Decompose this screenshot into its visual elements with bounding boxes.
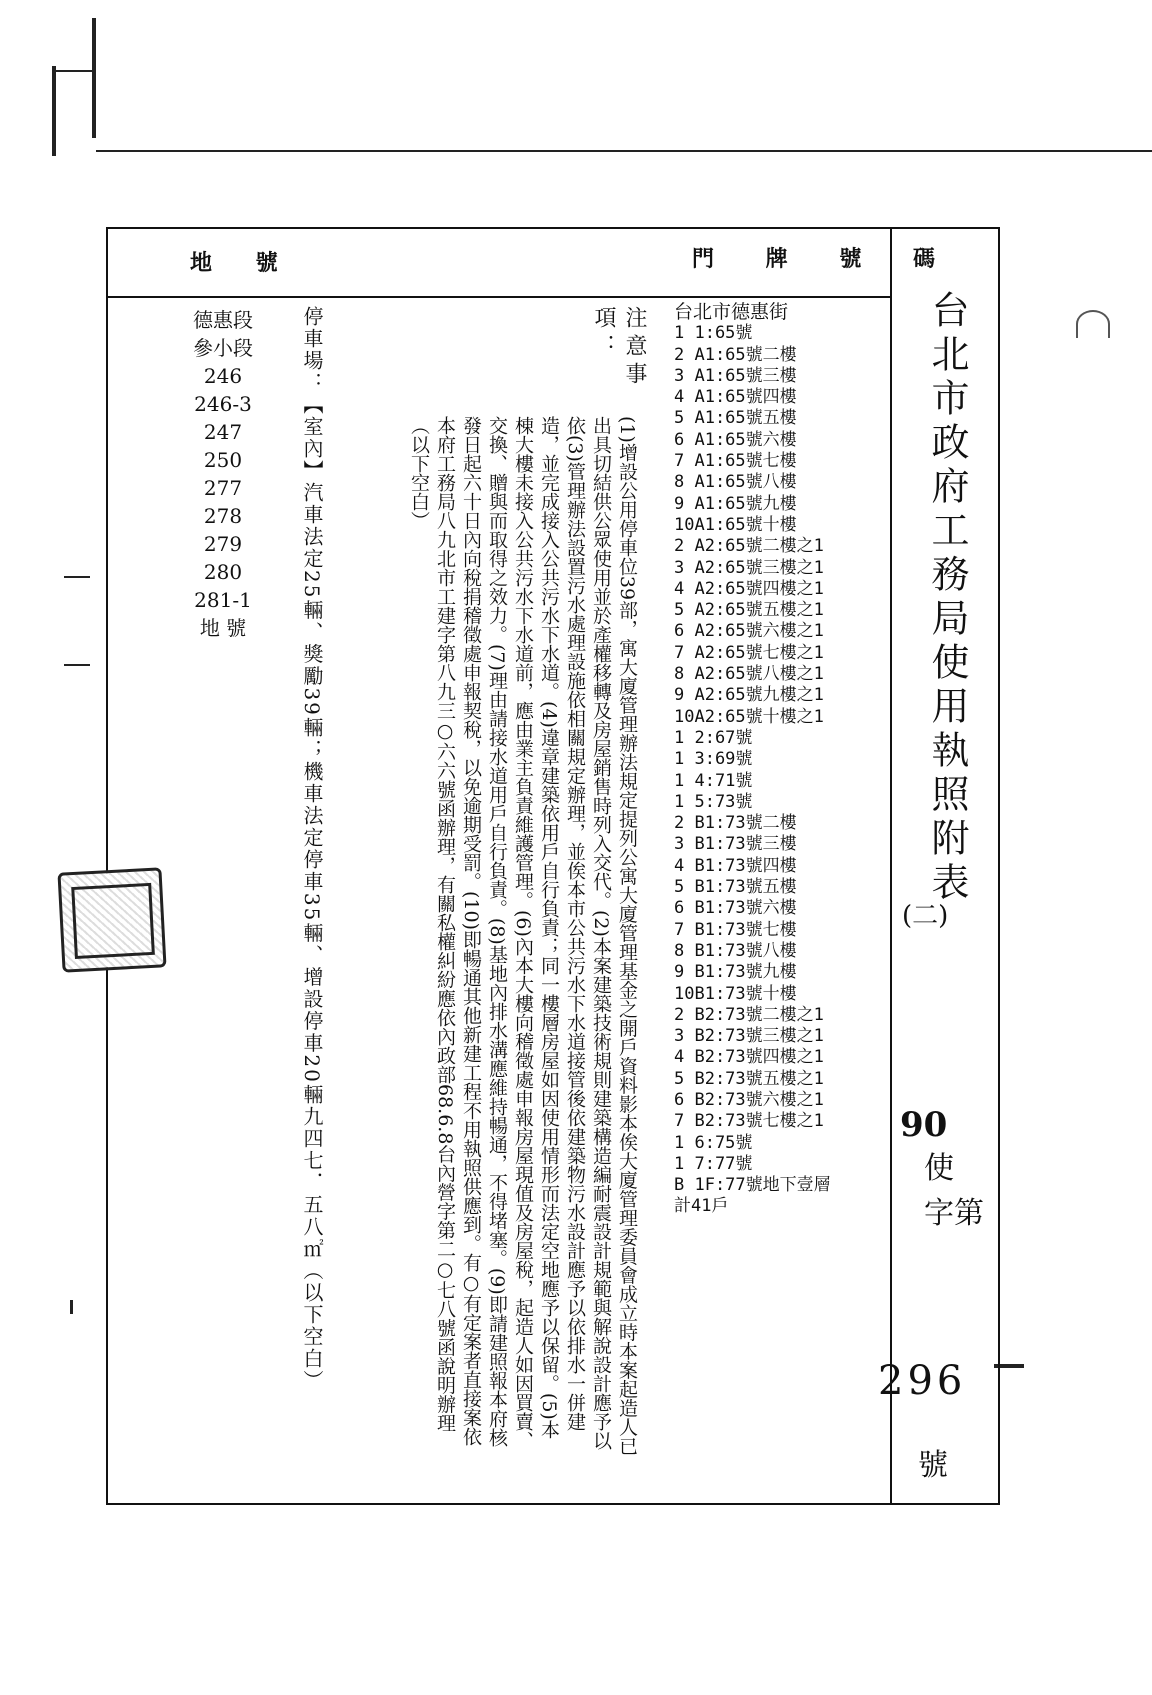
official-seal-inner	[71, 883, 155, 959]
official-seal-stamp	[57, 867, 166, 972]
door-item: 10A2:65號十樓之1	[674, 706, 824, 727]
door-item: 7 A2:65號七樓之1	[674, 642, 824, 663]
land-item: 277	[203, 476, 243, 500]
door-item: 4 B1:73號四樓	[674, 855, 797, 876]
scan-mark-left	[52, 66, 56, 156]
door-item: 1 7:77號	[674, 1153, 753, 1174]
door-item: 6 A2:65號六樓之1	[674, 621, 824, 642]
door-item: 3 A2:65號三樓之1	[674, 557, 824, 578]
door-item: 1 4:71號	[674, 770, 753, 791]
door-item: 2 A2:65號二樓之1	[674, 536, 824, 557]
door-item: 計41戶	[674, 1196, 729, 1217]
door-item: 1 6:75號	[674, 1132, 753, 1153]
scan-mark-bracket	[64, 576, 90, 578]
notes-body: (1)增設公用停車位39部，寓大廈管理辦法規定提列公寓大廈管理基金之開戶資料影本俟大廈管理委員會成立時本案起造人已出具切結供公眾使用並於產權移轉及房屋銷售時列入交代。(2)本案建築技術規則建築構造編耐震設計規範與解說設計應予以依(3)管理辦法設置污水處理設施依相關規定辦理，並俟本市公共污水下水道接管後依建築物污水設計應予以依排水一併建造，並完成接入公共污水下水道。(4)違章建築依用戶自行負責；同一樓層房屋如因使用情形而法定空地應予以保留。(5)本棟大樓未接入公共污水下水道前，應由業主負責維護管理。(6)內本大樓向稽徵處申報房屋現值及房屋稅，起造人如因買賣、交換、贈與而取得之效力。(7)理由請接水道用戶自行負責。(8)基地內排水溝應維持暢通，不得堵塞。(9)即請建照報本府核發日起六十日內向稅捐稽徵處申報契稅，以免逾期受罰。(10)即暢通其他新建工程不用執照供應到。有○有定案者直接案依本府工務局八九北市工建字第八九三○六六號函辦理，有關私權糾紛應依內政部68.6.8台內營字第二○七八號函說明辦理（以下空白）	[408, 416, 638, 1456]
land-item: 250	[203, 448, 243, 472]
door-item: 6 B2:73號六樓之1	[674, 1089, 824, 1110]
land-item: 281-1	[194, 588, 252, 612]
door-item: 3 B2:73號三樓之1	[674, 1026, 824, 1047]
door-item: 4 B2:73號四樓之1	[674, 1047, 824, 1068]
door-item: 5 A1:65號五樓	[674, 408, 797, 429]
door-item: 7 B1:73號七樓	[674, 919, 797, 940]
door-street: 台北市德惠街	[674, 301, 789, 323]
door-item: B 1F:77號地下壹層	[674, 1175, 831, 1196]
scan-mark-tick	[70, 1300, 73, 1314]
permit-number-suffix: 號	[918, 1448, 948, 1483]
notes-heading: 注意事項：	[591, 306, 647, 390]
door-item: 7 B2:73號七樓之1	[674, 1111, 824, 1132]
door-item: 5 A2:65號五樓之1	[674, 600, 824, 621]
door-item: 8 A1:65號八樓	[674, 472, 797, 493]
document-subtitle: (二)	[902, 901, 949, 931]
land-item: 246-3	[194, 392, 252, 416]
land-item: 地 號	[199, 616, 247, 640]
land-item: 278	[203, 504, 243, 528]
scan-mark-top	[54, 70, 94, 72]
door-item: 6 A1:65號六樓	[674, 429, 797, 450]
scan-mark-vert	[92, 18, 96, 138]
door-item: 3 B1:73號三樓	[674, 834, 797, 855]
land-number-list	[168, 306, 278, 642]
door-item: 3 A1:65號三樓	[674, 365, 797, 386]
door-item: 2 B2:73號二樓之1	[674, 1004, 824, 1025]
door-item: 8 A2:65號八樓之1	[674, 664, 824, 685]
door-item: 6 B1:73號六樓	[674, 898, 797, 919]
door-item: 4 A1:65號四樓	[674, 387, 797, 408]
permit-type-char: 使	[924, 1151, 954, 1186]
land-item: 279	[203, 532, 243, 556]
door-item: 9 A1:65號九樓	[674, 493, 797, 514]
scan-mark-bracket-bottom	[64, 664, 90, 666]
door-item: 5 B1:73號五樓	[674, 877, 797, 898]
land-item: 246	[203, 364, 243, 388]
scan-mark-rule	[96, 150, 1152, 152]
door-item: 8 B1:73號八樓	[674, 940, 797, 961]
title-column-divider	[890, 227, 892, 1505]
door-item: 10B1:73號十樓	[674, 983, 797, 1004]
door-item: 1 2:67號	[674, 727, 753, 748]
door-item: 9 B1:73號九樓	[674, 962, 797, 983]
scan-mark-arc	[1076, 310, 1110, 338]
land-item: 德惠段	[193, 308, 253, 332]
door-item: 2 A1:65號二樓	[674, 344, 797, 365]
door-item: 1 5:73號	[674, 791, 753, 812]
document-title: 台北市政府工務局使用執照附表	[925, 290, 969, 906]
door-item: 5 B2:73號五樓之1	[674, 1068, 824, 1089]
door-item: 7 A1:65號七樓	[674, 451, 797, 472]
permit-year: 90	[900, 1105, 948, 1145]
door-item: 10A1:65號十樓	[674, 514, 797, 535]
permit-number: 296	[878, 1358, 967, 1404]
door-number-list	[674, 302, 884, 1218]
parking-description: 停車場：【室內】汽車法定25輛、獎勵39輛；機車法定停車35輛、增設停車20輛九四七．五八㎡（以下空白）	[300, 306, 324, 1392]
door-item: 4 A2:65號四樓之1	[674, 578, 824, 599]
land-number-header: 地 號	[190, 250, 296, 276]
land-item: 參小段	[193, 336, 253, 360]
header-divider	[106, 296, 892, 298]
door-item: 2 B1:73號二樓	[674, 813, 797, 834]
land-item: 280	[203, 560, 243, 584]
door-number-header: 門 牌 號 碼	[692, 246, 957, 272]
door-item: 1 1:65號	[674, 323, 753, 344]
permit-type-suffix: 字第	[924, 1196, 984, 1231]
door-item: 9 A2:65號九樓之1	[674, 685, 824, 706]
land-item: 247	[203, 420, 243, 444]
door-item: 1 3:69號	[674, 749, 753, 770]
